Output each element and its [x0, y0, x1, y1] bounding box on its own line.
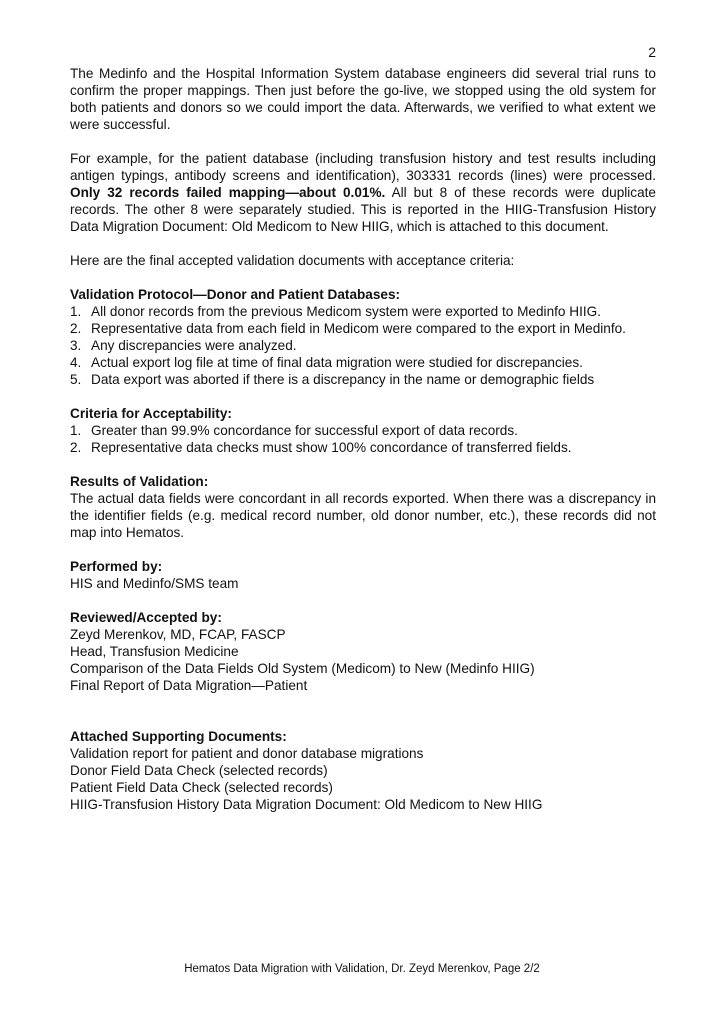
validation-protocol-heading: Validation Protocol—Donor and Patient Databases:	[70, 287, 401, 302]
list-item	[70, 354, 656, 371]
reviewed-by-heading: Reviewed/Accepted by:	[70, 610, 222, 625]
criteria-list	[70, 422, 656, 456]
list-number: 2.	[70, 321, 82, 336]
performed-by-heading: Performed by:	[70, 559, 163, 574]
lead-in-text: Here are the final accepted validation documents with acceptance criteria:	[70, 253, 515, 268]
list-number: 1.	[70, 423, 82, 438]
example-paragraph	[70, 150, 656, 235]
validation-protocol-list	[70, 303, 656, 388]
attached-document: Donor Field Data Check (selected records)	[70, 763, 328, 778]
attached-document: Patient Field Data Check (selected records)	[70, 780, 333, 795]
list-text: Any discrepancies were analyzed.	[91, 338, 297, 353]
list-number: 5.	[70, 372, 82, 387]
attached-heading: Attached Supporting Documents:	[70, 729, 287, 744]
example-text-pre: For example, for the patient database (including transfusion history and test results including antigen typings, antibody screens and identification), 303331 records (lines) were processed.	[70, 151, 656, 183]
performed-by-text: HIS and Medinfo/SMS team	[70, 576, 239, 591]
failed-mapping-highlight: Only 32 records failed mapping—about 0.01%.	[70, 185, 386, 200]
list-text: Representative data from each field in Medicom were compared to the export in Medinfo.	[91, 321, 626, 336]
attached-document: Validation report for patient and donor database migrations	[70, 746, 424, 761]
reviewer-name: Zeyd Merenkov, MD, FCAP, FASCP	[70, 627, 286, 642]
results-text: The actual data fields were concordant in all records exported. When there was a discrepancy in the identifier fields (e.g. medical record number, old donor number, etc.), these records did not map into Hematos.	[70, 491, 656, 540]
list-item	[70, 439, 656, 456]
reviewed-document: Final Report of Data Migration—Patient	[70, 678, 308, 693]
list-number: 4.	[70, 355, 82, 370]
criteria-heading: Criteria for Acceptability:	[70, 406, 232, 421]
list-text: Representative data checks must show 100% concordance of transferred fields.	[91, 440, 572, 455]
list-item	[70, 371, 656, 388]
reviewed-document: Comparison of the Data Fields Old System (Medicom) to New (Medinfo HIIG)	[70, 661, 535, 676]
list-item	[70, 320, 656, 337]
results-heading: Results of Validation:	[70, 474, 209, 489]
reviewer-title: Head, Transfusion Medicine	[70, 644, 239, 659]
page-footer: Hematos Data Migration with Validation, Dr. Zeyd Merenkov, Page 2/2	[184, 963, 540, 975]
document-body	[70, 65, 656, 813]
list-text: All donor records from the previous Medicom system were exported to Medinfo HIIG.	[91, 304, 601, 319]
page-number: 2	[648, 44, 656, 60]
intro-paragraph: The Medinfo and the Hospital Information System database engineers did several trial runs to confirm the proper mappings. Then just before the go-live, we stopped using the old system for both patients and donors so we could import the data. Afterwards, we verified to what extent we were successful.	[70, 66, 656, 132]
list-item	[70, 337, 656, 354]
list-text: Greater than 99.9% concordance for successful export of data records.	[91, 423, 518, 438]
list-text: Actual export log file at time of final data migration were studied for discrepancies.	[91, 355, 583, 370]
example-text-post: All but 8 of these records were duplicate records. The other 8 were separately studied. This is reported in the HIIG-Transfusion History Data Migration Document: Old Medicom to New HIIG, which is attached to this document.	[70, 185, 656, 234]
attached-document: HIIG-Transfusion History Data Migration Document: Old Medicom to New HIIG	[70, 797, 543, 812]
list-item	[70, 422, 656, 439]
list-number: 3.	[70, 338, 82, 353]
list-item	[70, 303, 656, 320]
list-number: 1.	[70, 304, 82, 319]
list-text: Data export was aborted if there is a discrepancy in the name or demographic fields	[91, 372, 595, 387]
list-number: 2.	[70, 440, 82, 455]
